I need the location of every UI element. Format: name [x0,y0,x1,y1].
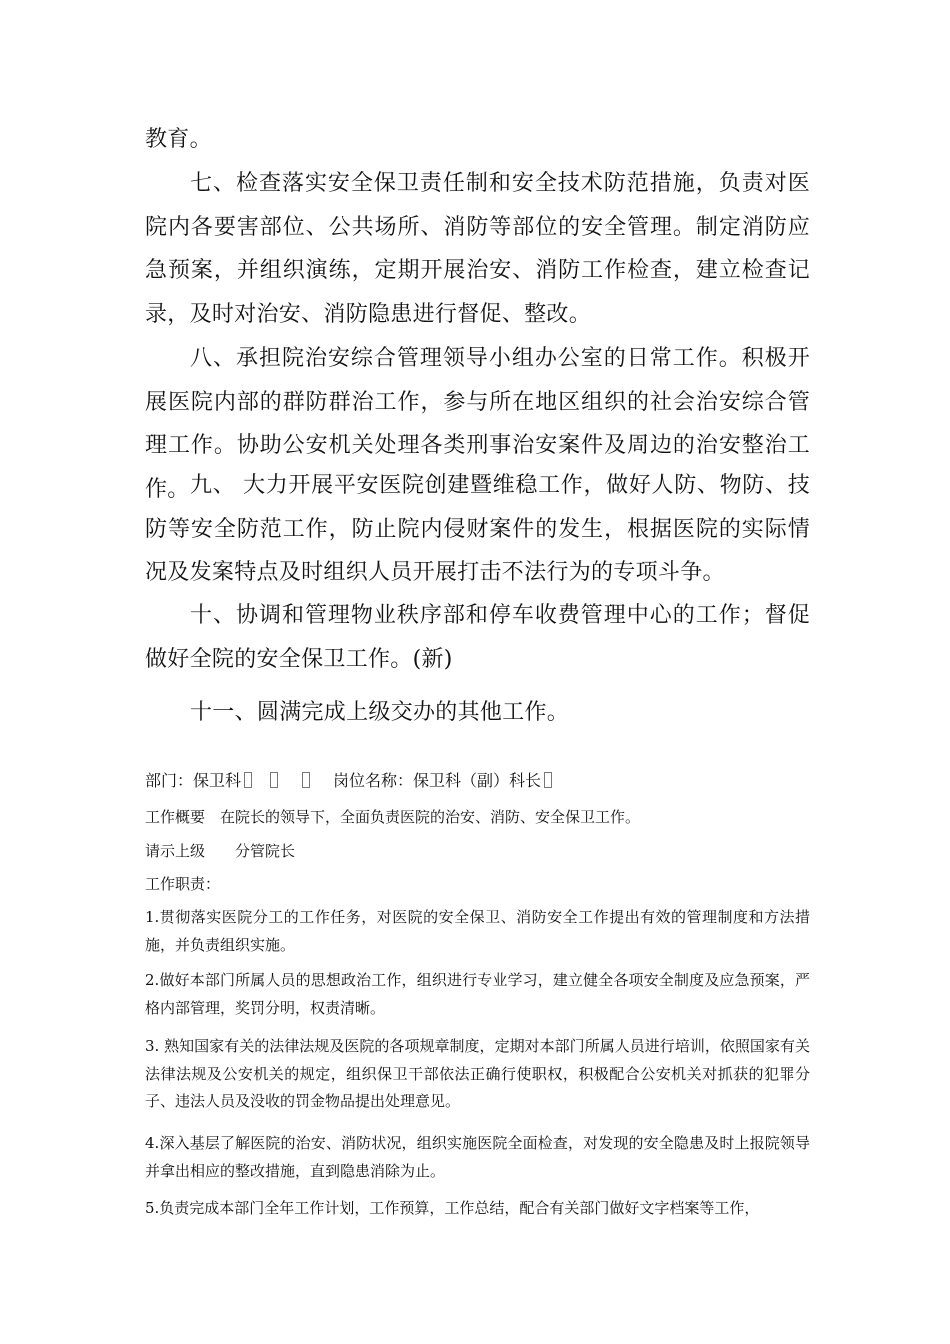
report-to: 请示上级 分管院长 [145,842,296,860]
job-summary: 工作概要 在院长的领导下，全面负责医院的治安、消防、安全保卫工作。 [145,808,641,826]
duties-title: 工作职责： [145,875,221,893]
job-header [145,767,555,795]
placeholder-glyph [270,772,278,788]
position-label: 岗位名称：保卫科（副）科长 [333,771,542,790]
placeholder-glyph [244,772,252,788]
department-label: 部门：保卫科 [145,771,242,790]
duty-item: 5.负责完成本部门全年工作计划，工作预算，工作总结，配合有关部门做好文字档案等工作， [145,1199,760,1217]
paragraph-item-11: 十一、圆满完成上级交办的其他工作。 [190,700,570,725]
placeholder-glyph [544,772,552,788]
duty-item: 4.深入基层了解医院的治安、消防状况，组织实施医院全面检查，对发现的安全隐患及时上报院领导并拿出相应的整改措施，直到隐患消除为止。 [145,1134,810,1180]
duty-item: 2.做好本部门所属人员的思想政治工作，组织进行专业学习，建立健全各项安全制度及应急预案，严格内部管理，奖罚分明，权责清晰。 [145,971,810,1017]
paragraph-item-9: 九、 大力开展平安医院创建暨维稳工作，做好人防、物防、技防等安全防范工作，防止院内侵财案件的发生，根据医院的实际情况及发案特点及时组织人员开展打击不法行为的专项斗争。 [145,473,810,585]
duty-item: 3. 熟知国家有关的法律法规及医院的各项规章制度，定期对本部门所属人员进行培训，依照国家有关法律法规及公安机关的规定，组织保卫干部依法正确行使职权，积极配合公安机关对抓获的犯罪分子、违法人员及没收的罚金物品提出处理意见。 [145,1037,810,1110]
paragraph-item-10: 十、协调和管理物业秩序部和停车收费管理中心的工作；督促做好全院的安全保卫工作。(新) [145,603,810,672]
paragraph-item-7: 七、检查落实安全保卫责任制和安全技术防范措施，负责对医院内各要害部位、公共场所、消防等部位的安全管理。制定消防应急预案，并组织演练，定期开展治安、消防工作检查，建立检查记录，及时对治安、消防隐患进行督促、整改。 [145,171,810,327]
paragraph-item-8: 八、承担院治安综合管理领导小组办公室的日常工作。积极开展医院内部的群防群治工作，参与所在地区组织的社会治安综合管理工作。协助公安机关处理各类刑事治安案件及周边的治安整治工作。 [145,346,810,502]
paragraph-continuation: 教育。 [145,127,212,152]
placeholder-glyph [302,772,310,788]
duty-item: 1.贯彻落实医院分工的工作任务，对医院的安全保卫、消防安全工作提出有效的管理制度和方法措施，并负责组织实施。 [145,908,810,954]
